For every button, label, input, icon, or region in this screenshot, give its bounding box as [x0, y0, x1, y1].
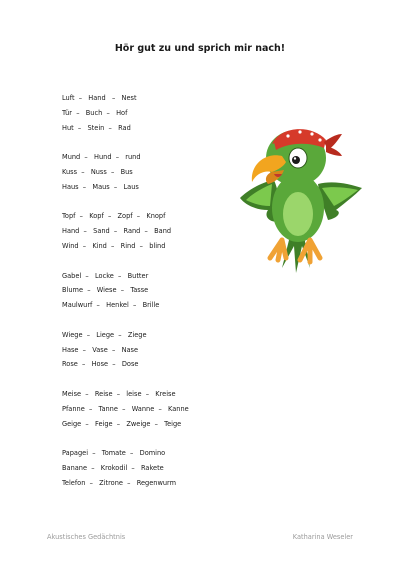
word-list [62, 91, 242, 505]
word-group [62, 91, 242, 135]
word-row: Gabel – Locke – Butter [62, 271, 149, 280]
pirate-parrot-icon [238, 118, 364, 280]
word-row: Hut – Stein – Rad [62, 123, 131, 132]
word-row: Geige – Feige – Zweige – Teige [62, 419, 182, 428]
word-row: Mund – Hund – rund [62, 153, 141, 162]
word-group [62, 269, 242, 313]
word-row: Blume – Wiese – Tasse [62, 286, 149, 295]
word-group [62, 209, 242, 253]
word-row: Wiege – Liege – Ziege [62, 330, 147, 339]
word-row: Hand – Sand – Rand – Band [62, 227, 172, 236]
word-group [62, 150, 242, 194]
word-row: Telefon – Zitrone – Regenwurm [62, 478, 177, 487]
footer-left-text: Akustisches Gedächtnis [47, 533, 126, 541]
word-group [62, 446, 242, 490]
word-group [62, 387, 242, 431]
word-row: Wind – Kind – Rind – blind [62, 241, 166, 250]
word-row: Papagei – Tomate – Domino [62, 449, 166, 458]
word-row: Maulwurf – Henkel – Brille [62, 301, 160, 310]
word-row: Kuss – Nuss – Bus [62, 167, 133, 176]
footer-right-text: Katharina Weseler [292, 533, 353, 541]
word-row: Rose – Hose – Dose [62, 360, 139, 369]
word-row: Banane – Krokodil – Rakete [62, 463, 164, 472]
word-row: Pfanne – Tanne – Wanne – Kanne [62, 404, 189, 413]
page-title: Hör gut zu und sprich mir nach! [114, 43, 286, 54]
word-group [62, 328, 242, 372]
word-row: Hase – Vase – Nase [62, 345, 139, 354]
word-row: Luft – Hand – Nest [62, 94, 137, 102]
word-row: Meise – Reise – leise – Kreise [62, 389, 176, 398]
word-row: Tür – Buch – Hof [62, 108, 128, 117]
word-row: Haus – Maus – Laus [62, 182, 139, 191]
word-row: Topf – Kopf – Zopf – Knopf [62, 212, 166, 221]
